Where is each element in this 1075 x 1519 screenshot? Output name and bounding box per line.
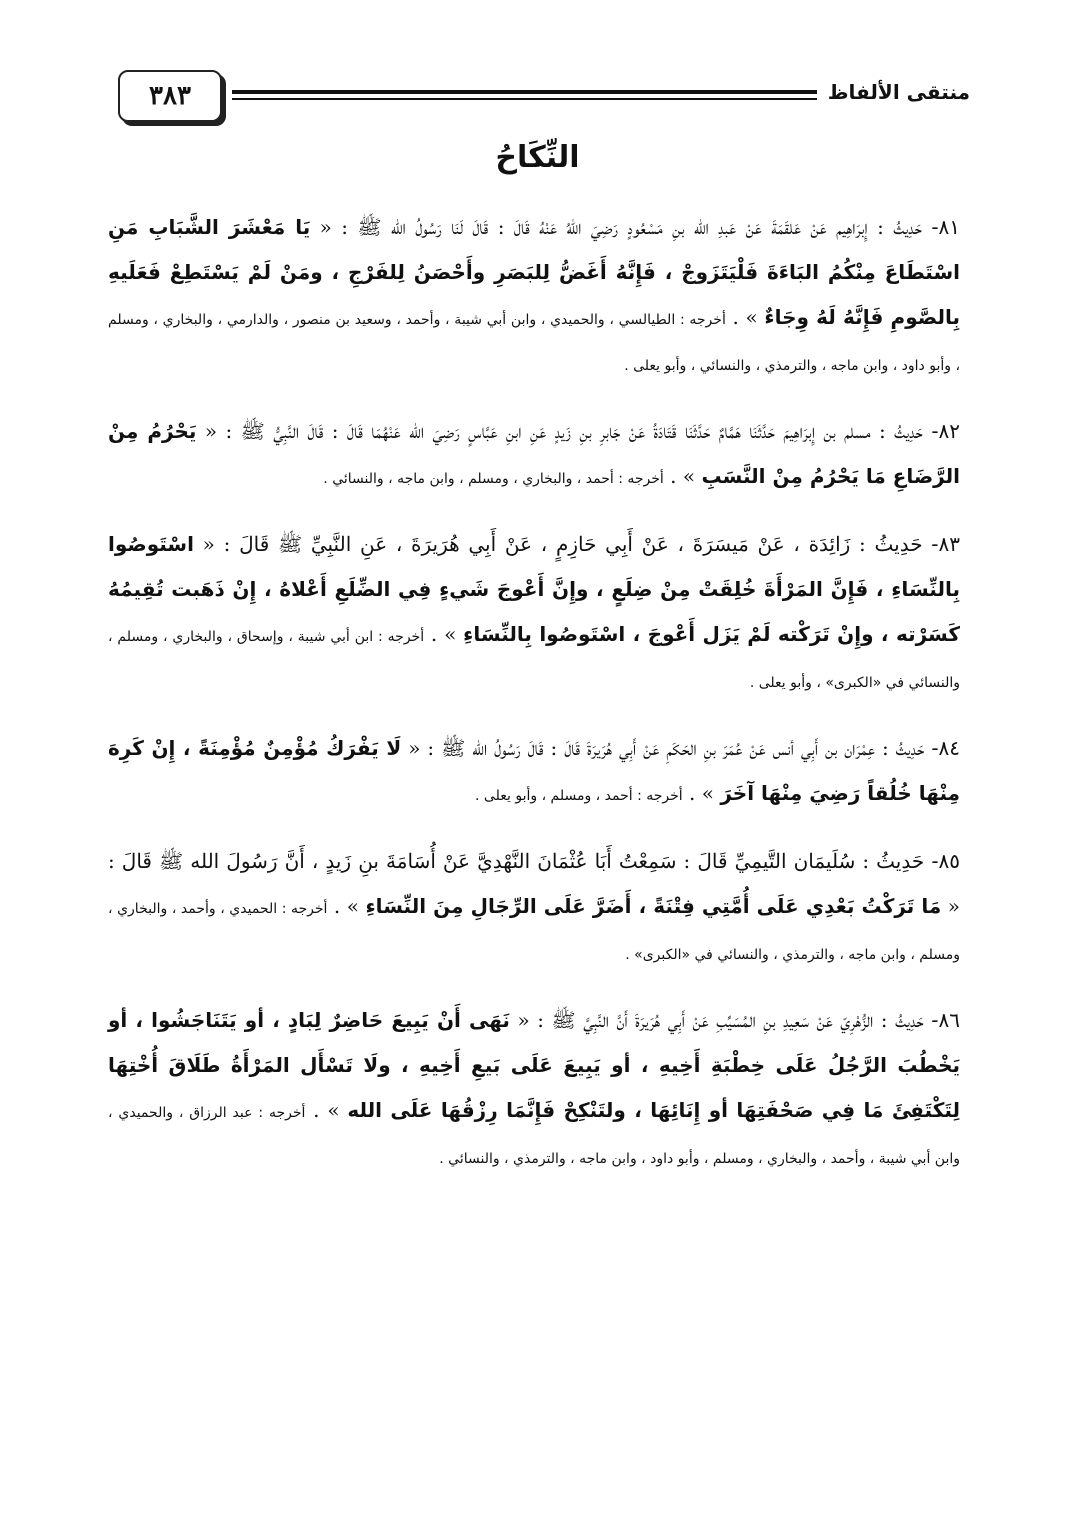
hadith-close: » .	[689, 781, 714, 805]
hadith-takhrij: أخرجه : الحميدي ، وأحمد ، والبخاري ، ومسلم ، وابن ماجه ، والترمذي ، والنسائي في «الكبرى» .	[108, 901, 960, 963]
hadith-number: ٨٥-	[931, 849, 961, 873]
hadith-close: » .	[732, 305, 758, 329]
hadith-84	[108, 726, 960, 817]
hadith-paragraph	[108, 409, 960, 500]
hadith-text: يَا مَعْشَرَ الشَّبَابِ مَنِ اسْتَطَاعَ مِنْكُمُ البَاءَةَ فَلْيَتَزَوجْ ، فَإِنَّهُ أَغَضُّ لِلبَصَرِ وأَحْصَنُ لِلفَرْجِ ، ومَنْ لَمْ يَسْتَطِعْ فَعَلَيهِ بِالصَّومِ فَإِنَّهُ لَهُ وِجَاءٌ	[108, 215, 960, 329]
hadith-close: » .	[313, 1098, 340, 1122]
hadith-narration: حَدِيثُ : زَائِدَة ، عَنْ مَيسَرَةَ ، عَنْ أَبِي حَازِمٍ ، عَنْ أَبِي هُرَيرَةَ ، عَنِ النَّبِيِّ ﷺ قَالَ : «	[202, 532, 923, 556]
hadith-number: ٨١-	[931, 215, 961, 239]
hadith-takhrij: أخرجه : عبد الرزاق ، والحميدي ، وابن أبي شيبة ، وأحمد ، والبخاري ، ومسلم ، وأبو داود ، وابن ماجه ، والترمذي ، والنسائي .	[108, 1105, 960, 1167]
hadith-paragraph	[108, 522, 960, 704]
header-divider	[232, 90, 817, 104]
hadith-takhrij: أخرجه : ابن أبي شيبة ، وإسحاق ، والبخاري ، ومسلم ، والنسائي في «الكبرى» ، وأبو يعلى .	[108, 629, 960, 691]
hadith-86	[108, 998, 960, 1180]
hadith-close: » .	[670, 464, 696, 488]
hadith-narration: حَدِيثُ : مسلم بن إِبرَاهِيمَ حَدَّثَنَا هَمَّامٌ حَدَّثَنَا قَتَادَةُ عَنْ جَابرِ بنِ زَيدٍ عَنِ ابنِ عَبَّاسٍ رَضِيَ الله عَنْهُمَا قَالَ : قَالَ النَّبِيُّ ﷺ : «	[204, 419, 923, 443]
hadith-narration: حَدِيثُ : إِبرَاهِيم عَنْ عَلقَمَةَ عَنْ عَبدِ الله بنِ مَسْعُودٍ رَضِيَ اللهُ عَنْهُ قَالَ : قَالَ لَنَا رَسُولُ الله ﷺ : «	[319, 215, 922, 239]
hadith-paragraph	[108, 998, 960, 1180]
hadith-paragraph	[108, 726, 960, 817]
hadith-number: ٨٤-	[931, 736, 961, 760]
hadith-paragraph	[108, 839, 960, 976]
hadith-text: نَهَى أَنْ يَبِيعَ حَاضِرٌ لِبَادٍ ، أو يَتَنَاجَشُوا ، أو يَخْطُبَ الرَّجُلُ عَلَى خِطْبَةِ أَخِيهِ ، أو يَبِيعَ عَلَى بَيعِ أَخِيهِ ، ولَا تَسْأَل المَرْأَةُ طَلَاقَ أُخْتِهَا لِتَكْتَفِئَ مَا فِي صَحْفَتِهَا أو إِنَائِهَا ، ولتَنْكِحْ فَإِنَّمَا رِزْقُهَا عَلَى الله	[108, 1008, 961, 1122]
hadith-close: » .	[333, 894, 359, 918]
book-title: منتقى الألفاظ	[827, 80, 970, 104]
hadith-number: ٨٢-	[931, 419, 961, 443]
hadith-narration: حَدِيثُ : سُلَيمَان التَّيمِيِّ قَالَ : سَمِعْتُ أَبَا عُثْمَانَ النَّهْدِيَّ عَنْ أُسَامَةَ بنِ زَيدٍ ، أَنَّ رَسُولَ الله ﷺ قَالَ : «	[108, 849, 961, 918]
page-header	[110, 70, 970, 130]
hadith-text: اسْتَوصُوا بِالنِّسَاءِ ، فَإِنَّ المَرْأَةَ خُلِقَتْ مِنْ ضِلَعٍ ، وإِنَّ أَعْوجَ شَيءٍ فِي الضِّلَعِ أَعْلاهُ ، إِنْ ذَهَبت تُقِيمُهُ كَسَرْته ، وإِنْ تَرَكْته لَمْ يَزَل أَعْوجَ ، اسْتَوصُوا بِالنِّسَاءِ	[108, 532, 961, 646]
hadith-81	[108, 205, 960, 387]
hadith-takhrij: أخرجه : أحمد ، ومسلم ، وأبو يعلى .	[475, 788, 683, 804]
hadith-82	[108, 409, 960, 500]
hadith-text: لَا يَفْرَكُ مُؤْمِنٌ مُؤْمِنَةً ، إِنْ كَرِهَ مِنْهَا خُلُقاً رَضِيَ مِنْهَا آخَرَ	[108, 736, 960, 805]
hadith-takhrij: أخرجه : أحمد ، والبخاري ، ومسلم ، وابن ماجه ، والنسائي .	[323, 471, 664, 487]
page-number	[118, 70, 222, 122]
hadith-takhrij: أخرجه : الطيالسي ، والحميدي ، وابن أبي شيبة ، وأحمد ، وسعيد بن منصور ، والدارمي ، والبخاري ، ومسلم ، وأبو داود ، وابن ماجه ، والترمذي ، والنسائي ، وأبو يعلى .	[108, 312, 960, 374]
hadith-narration: حَدِيثُ : عِمْرَان بن أَبِي أنس عَنْ عُمَرَ بنِ الحَكَمِ عَنْ أَبِي هُرَيرَةَ قَالَ : قَالَ رَسُولُ الله ﷺ : «	[408, 736, 925, 760]
hadith-83	[108, 522, 960, 704]
header-divider-thick	[232, 90, 817, 94]
chapter-title: النِّكَاحُ	[495, 140, 580, 175]
hadith-text: مَا تَرَكْتُ بَعْدِي عَلَى أُمَّتِي فِتْنَةً ، أَضَرَّ عَلَى الرِّجَالِ مِنَ النِّسَاءِ	[365, 894, 942, 918]
hadith-85	[108, 839, 960, 976]
hadith-close: » .	[430, 622, 457, 646]
page-number-text: ٣٨٣	[149, 81, 191, 111]
hadith-number: ٨٦-	[931, 1008, 960, 1032]
hadith-list	[108, 205, 960, 1202]
hadith-paragraph	[108, 205, 960, 387]
hadith-text: يَحْرُمُ مِنْ الرَّضَاعِ مَا يَحْرُمُ مِنْ النَّسَبِ	[108, 419, 960, 488]
hadith-number: ٨٣-	[931, 532, 960, 556]
header-divider-thin	[232, 98, 817, 100]
hadith-narration: حَدِيثُ : الزُّهْرِيّ عَنْ سَعِيدِ بنِ المُسَيِّبِ عَنْ أَبِي هُرَيرَةَ أَنَّ النَّبِيَّ ﷺ : «	[517, 1008, 924, 1032]
